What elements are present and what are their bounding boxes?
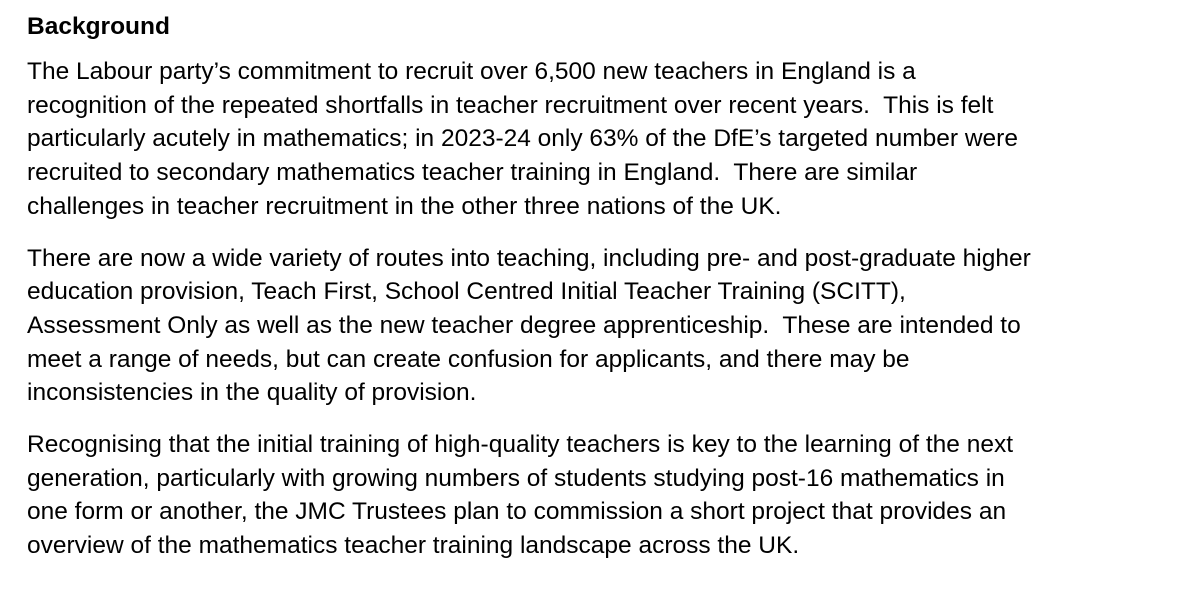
paragraph-line: Recognising that the initial training of high-quality teachers is key to the learning of the next [27, 431, 1014, 459]
paragraph-line: meet a range of needs, but can create confusion for applicants, and there may be [27, 345, 910, 373]
paragraph-line: recognition of the repeated shortfalls in teacher recruitment over recent years. This is felt [27, 91, 994, 119]
paragraph-line: one form or another, the JMC Trustees plan to commission a short project that provides an [27, 498, 1007, 526]
paragraph-line: challenges in teacher recruitment in the other three nations of the UK. [27, 192, 782, 220]
paragraph-line: generation, particularly with growing numbers of students studying post-16 mathematics in [27, 464, 1005, 492]
paragraph-1 [27, 55, 1180, 224]
paragraph-line: The Labour party’s commitment to recruit over 6,500 new teachers in England is a [27, 58, 916, 85]
paragraph-line: overview of the mathematics teacher training landscape across the UK. [27, 532, 800, 560]
paragraph-line: Assessment Only as well as the new teacher degree apprenticeship. These are intended to [27, 311, 1021, 339]
paragraph-line: recruited to secondary mathematics teacher training in England. There are similar [27, 159, 918, 187]
paragraph-3 [27, 428, 1180, 563]
paragraph-line: inconsistencies in the quality of provision. [27, 379, 477, 407]
section-heading: Background [27, 13, 170, 40]
paragraph-line: There are now a wide variety of routes into teaching, including pre- and post-graduate higher [27, 244, 1031, 272]
paragraph-line: education provision, Teach First, School Centred Initial Teacher Training (SCITT), [27, 278, 906, 306]
paragraph-2 [27, 242, 1180, 411]
paragraph-line: particularly acutely in mathematics; in 2023-24 only 63% of the DfE’s targeted number were [27, 125, 1018, 153]
